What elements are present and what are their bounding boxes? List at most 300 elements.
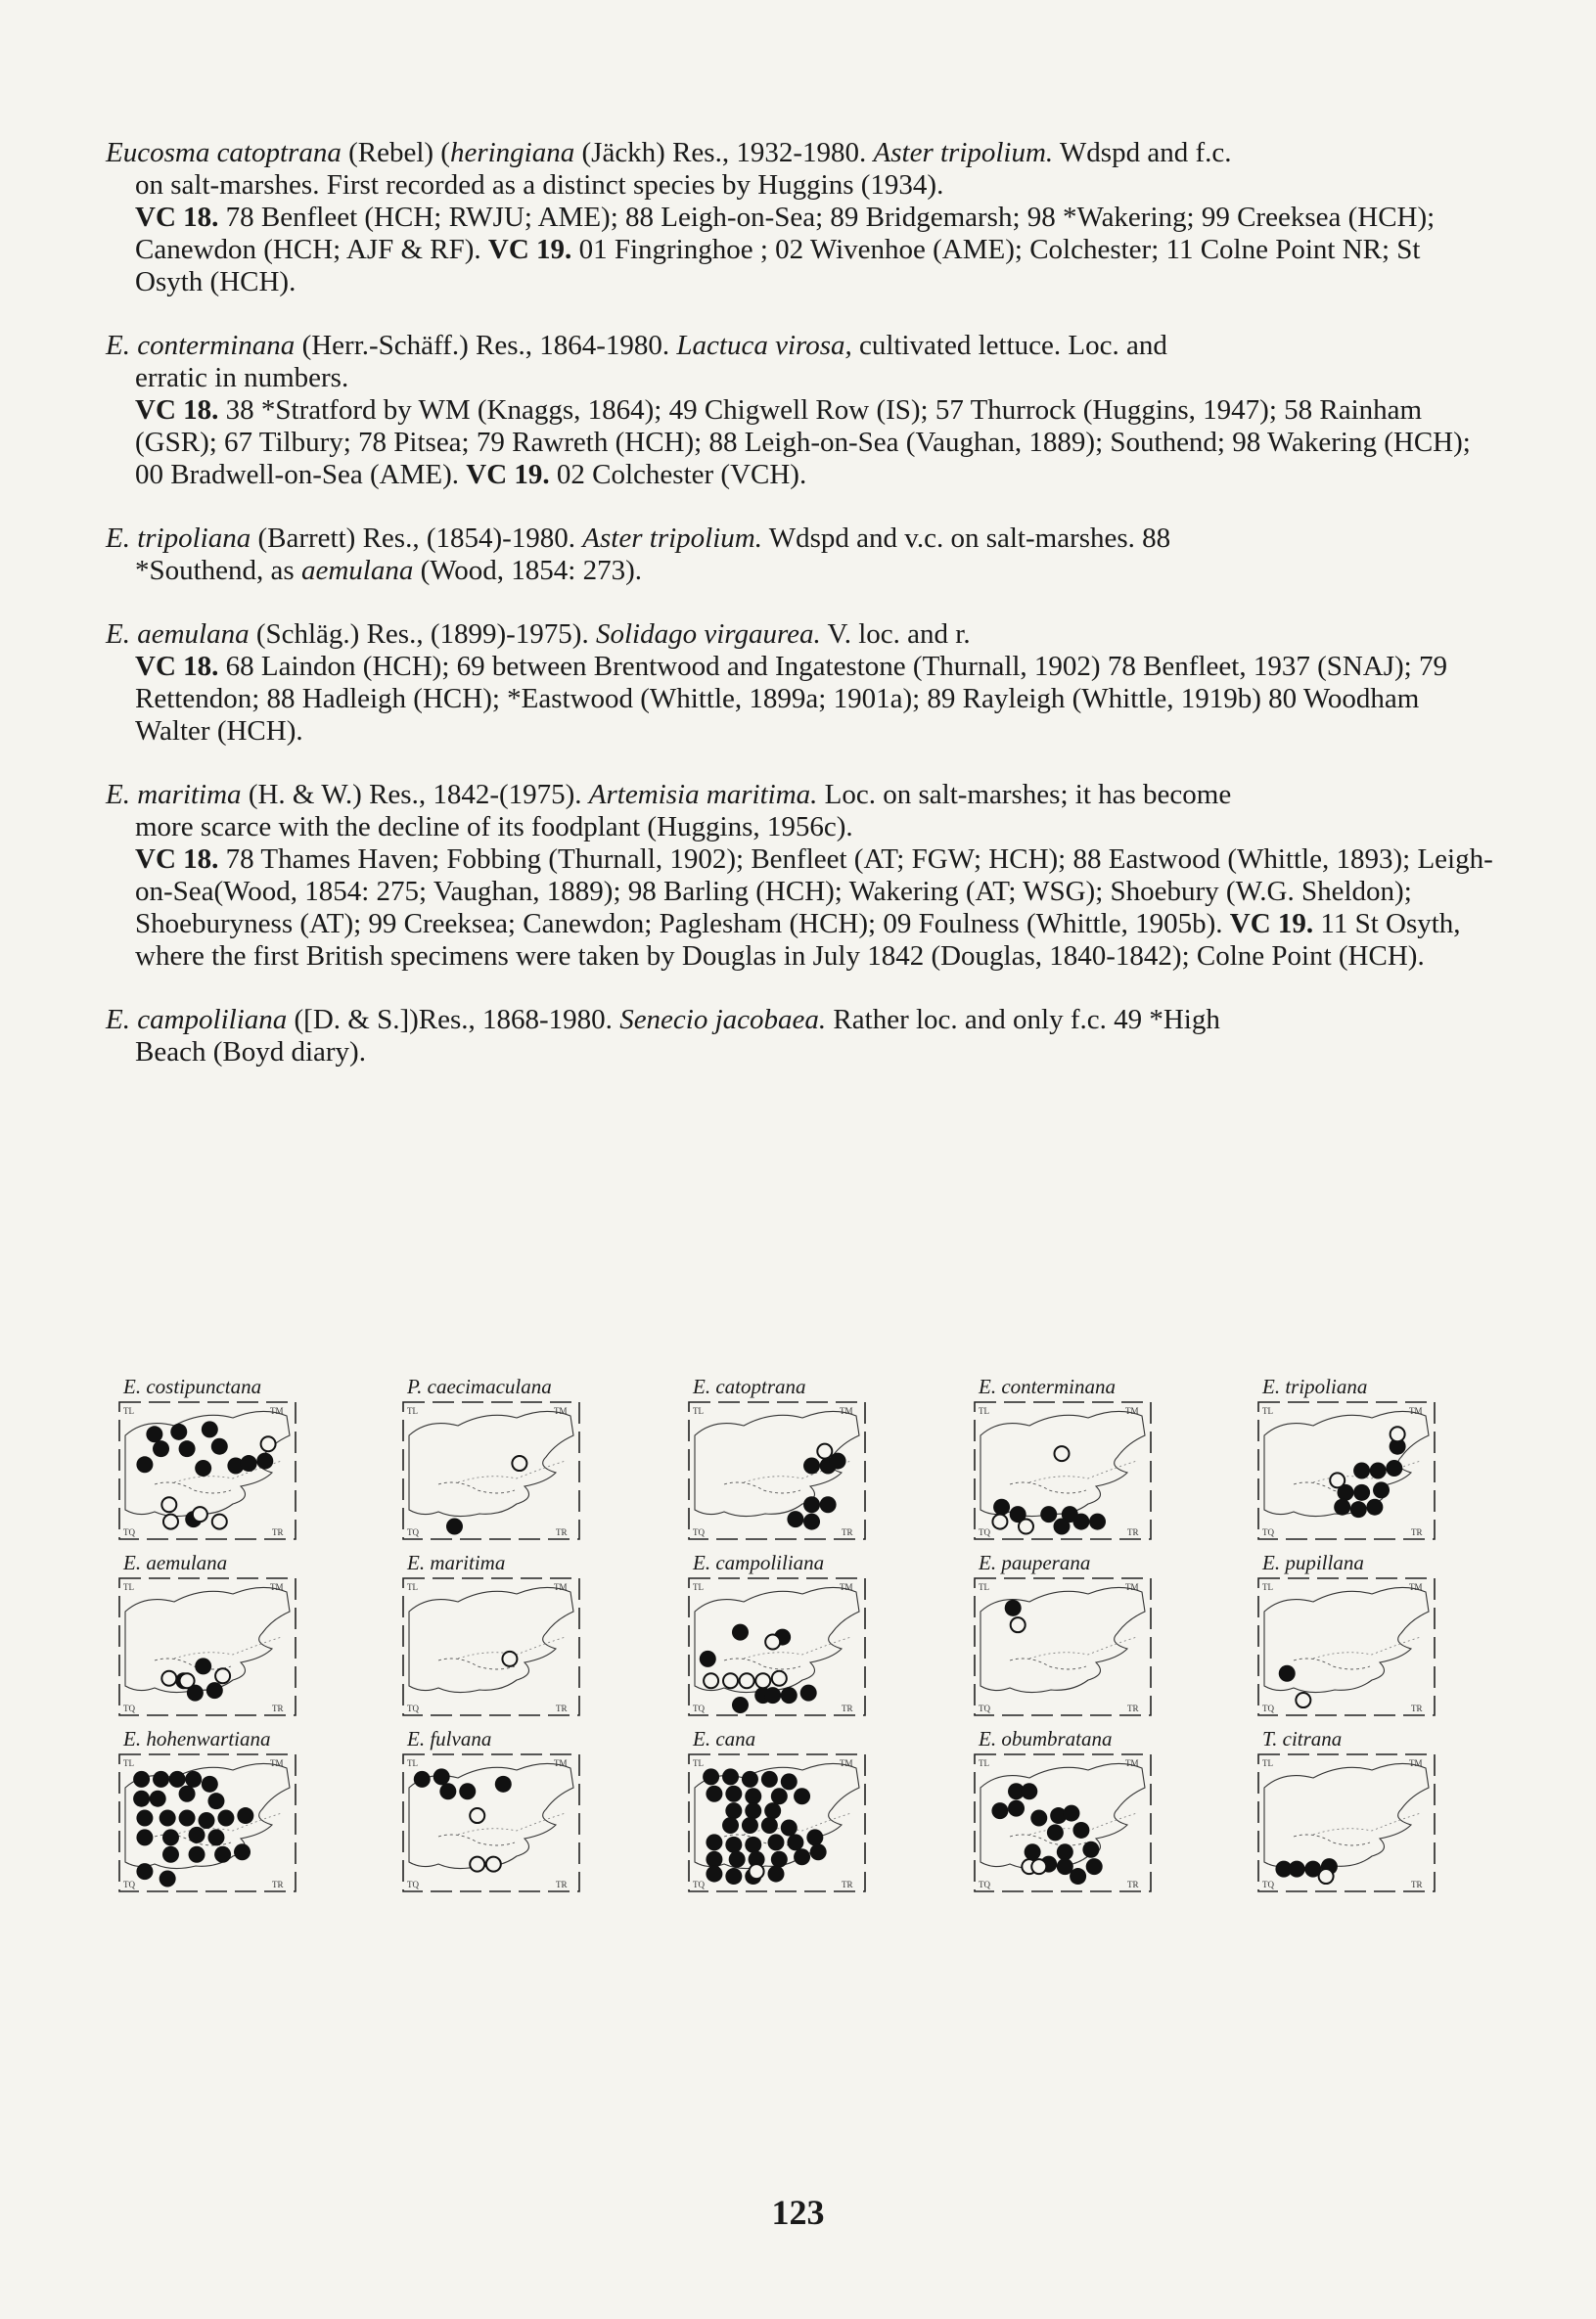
vice-county-records bbox=[106, 843, 1495, 973]
record-dot-open bbox=[212, 1515, 227, 1529]
map-species-label: E. cana bbox=[693, 1727, 756, 1751]
grid-square-label: TL bbox=[123, 1758, 134, 1768]
vice-county-boundary bbox=[1313, 1813, 1421, 1835]
entry-continuation bbox=[106, 555, 1495, 587]
river-line bbox=[724, 1659, 800, 1669]
grid-square-label: TM bbox=[1409, 1758, 1423, 1768]
entry-heading bbox=[106, 1004, 1495, 1036]
record-dot-filled bbox=[1386, 1460, 1402, 1477]
italic-text: heringiana bbox=[449, 137, 575, 168]
grid-square-label: TM bbox=[1125, 1582, 1139, 1592]
bold-text: VC 19. bbox=[487, 234, 572, 265]
record-dot-filled bbox=[170, 1424, 187, 1440]
record-dot-filled bbox=[725, 1837, 742, 1853]
bold-text: VC 19. bbox=[1229, 908, 1314, 939]
grid-square-label: TQ bbox=[123, 1880, 135, 1889]
record-dot-filled bbox=[1040, 1506, 1057, 1523]
grid-square-label: TQ bbox=[979, 1704, 990, 1713]
text-run: Wdspd and f.c. bbox=[1053, 137, 1232, 168]
record-dot-filled bbox=[761, 1817, 778, 1834]
record-dot-filled bbox=[706, 1866, 722, 1883]
grid-square-label: TL bbox=[123, 1582, 134, 1592]
essex-outline-map bbox=[685, 1749, 869, 1895]
record-dot-filled bbox=[706, 1851, 722, 1868]
map-species-label: E. tripoliana bbox=[1262, 1375, 1368, 1398]
record-dot-filled bbox=[764, 1687, 781, 1704]
record-dot-filled bbox=[722, 1817, 739, 1834]
record-dot-filled bbox=[764, 1802, 781, 1819]
record-dot-open bbox=[755, 1673, 770, 1688]
vice-county-boundary bbox=[1313, 1637, 1421, 1659]
entry-heading bbox=[106, 523, 1495, 555]
grid-square-label: TQ bbox=[1262, 1704, 1274, 1713]
italic-text: E. maritima bbox=[106, 779, 242, 810]
bold-text: VC 18. bbox=[135, 394, 219, 426]
map-grid-frame bbox=[689, 1402, 865, 1539]
record-dot-filled bbox=[787, 1834, 803, 1850]
river-line bbox=[1010, 1659, 1086, 1669]
record-dot-filled bbox=[207, 1829, 224, 1845]
record-dot-filled bbox=[1089, 1514, 1106, 1530]
italic-text: E. aemulana bbox=[106, 618, 250, 650]
bold-text: VC 18. bbox=[135, 651, 219, 682]
record-dot-filled bbox=[1072, 1514, 1089, 1530]
record-dot-open bbox=[261, 1436, 276, 1451]
record-dot-filled bbox=[179, 1440, 196, 1457]
italic-text: aemulana bbox=[300, 555, 414, 586]
record-dot-open bbox=[1296, 1693, 1310, 1707]
record-dot-filled bbox=[761, 1771, 778, 1788]
grid-square-label: TQ bbox=[979, 1880, 990, 1889]
vice-county-boundary bbox=[1029, 1637, 1137, 1659]
species-map bbox=[1254, 1727, 1480, 1923]
record-dot-filled bbox=[1279, 1665, 1296, 1682]
text-run: 68 Laindon (HCH); 69 between Brentwood and Ingatestone (Thurnall, 1902) 78 Benfleet, 1937 (SNAJ); 79 Rettendon; 88 Hadleigh (HCH); *Eastwood (Whittle, 1899a; 1901a); 89 Rayleigh (Whittle, 1919b) 80 Woodham Walter (HCH). bbox=[135, 651, 1447, 747]
grid-square-label: TR bbox=[842, 1704, 853, 1713]
record-dot-open bbox=[1055, 1446, 1070, 1461]
record-dot-filled bbox=[771, 1788, 788, 1804]
text-run: 38 *Stratford by WM (Knaggs, 1864); 49 Chigwell Row (IS); 57 Thurrock (Huggins, 1947); 58 Rainham (GSR); 67 Tilbury; 78 Pitsea; 79 Rawreth (HCH); 88 Leigh-on-Sea (Vaughan, 1889); Southend; 98 Wakering (HCH); 00 Bradwell-on-Sea (AME). bbox=[135, 394, 1471, 490]
record-dot-filled bbox=[742, 1771, 758, 1788]
record-dot-filled bbox=[732, 1697, 749, 1713]
record-dot-filled bbox=[439, 1783, 456, 1799]
record-dot-filled bbox=[146, 1426, 162, 1442]
record-dot-filled bbox=[781, 1819, 798, 1836]
county-coastline bbox=[409, 1411, 573, 1516]
essex-outline-map bbox=[971, 1396, 1155, 1543]
record-dot-filled bbox=[195, 1658, 211, 1674]
grid-square-label: TR bbox=[842, 1527, 853, 1537]
map-species-label: E. aemulana bbox=[123, 1551, 228, 1574]
record-dot-filled bbox=[162, 1829, 179, 1845]
grid-square-label: TQ bbox=[979, 1527, 990, 1537]
record-dot-filled bbox=[1025, 1843, 1041, 1860]
record-dot-filled bbox=[179, 1810, 196, 1827]
species-entry bbox=[106, 1004, 1495, 1069]
record-dot-filled bbox=[1030, 1810, 1047, 1827]
record-dot-filled bbox=[725, 1868, 742, 1885]
river-line bbox=[1294, 1835, 1370, 1845]
essex-outline-map bbox=[685, 1396, 869, 1543]
record-dot-open bbox=[772, 1671, 787, 1686]
record-dot-open bbox=[161, 1497, 176, 1512]
county-coastline bbox=[980, 1587, 1145, 1692]
record-dot-open bbox=[1019, 1520, 1033, 1534]
map-grid-frame bbox=[975, 1578, 1151, 1715]
species-map bbox=[1254, 1551, 1480, 1747]
text-run: Wdspd and v.c. on salt-marshes. 88 bbox=[761, 523, 1171, 554]
text-run: Loc. on salt-marshes; it has become bbox=[817, 779, 1232, 810]
map-species-label: T. citrana bbox=[1262, 1727, 1343, 1751]
record-dot-filled bbox=[1008, 1800, 1025, 1817]
species-map bbox=[685, 1551, 910, 1747]
grid-square-label: TR bbox=[556, 1880, 568, 1889]
italic-text: E. campoliliana bbox=[106, 1004, 288, 1035]
text-run: (Wood, 1854: 273). bbox=[413, 555, 643, 586]
record-dot-open bbox=[161, 1671, 176, 1686]
record-dot-filled bbox=[991, 1802, 1008, 1819]
record-dot-filled bbox=[1021, 1783, 1037, 1799]
record-dot-filled bbox=[202, 1776, 218, 1793]
grid-square-label: TR bbox=[1127, 1704, 1139, 1713]
grid-square-label: TQ bbox=[407, 1527, 419, 1537]
text-run: 78 Benfleet (HCH; RWJU; AME); 88 Leigh-on-Sea; 89 Bridgemarsh; 98 *Wakering; 99 Creeksea (HCH); Canewdon (HCH; AJF & RF). bbox=[135, 202, 1436, 265]
river-line bbox=[438, 1482, 515, 1493]
record-dot-open bbox=[502, 1652, 517, 1666]
map-species-label: E. fulvana bbox=[407, 1727, 492, 1751]
grid-square-label: TM bbox=[1409, 1582, 1423, 1592]
grid-square-label: TM bbox=[1409, 1406, 1423, 1416]
entry-heading bbox=[106, 779, 1495, 811]
map-grid-frame bbox=[403, 1578, 579, 1715]
record-dot-filled bbox=[803, 1496, 820, 1513]
record-dot-filled bbox=[133, 1791, 150, 1807]
record-dot-filled bbox=[745, 1788, 761, 1804]
river-line bbox=[1294, 1659, 1370, 1669]
grid-square-label: TR bbox=[1411, 1704, 1423, 1713]
record-dot-filled bbox=[256, 1453, 273, 1470]
entry-continuation: on salt-marshes. First recorded as a distinct species by Huggins (1934). bbox=[135, 169, 944, 201]
text-run: cultivated lettuce. Loc. and bbox=[851, 330, 1167, 361]
italic-text: E. conterminana bbox=[106, 330, 296, 361]
map-species-label: E. maritima bbox=[407, 1551, 506, 1574]
record-dot-filled bbox=[446, 1519, 463, 1535]
record-dot-filled bbox=[206, 1682, 223, 1699]
map-species-label: E. hohenwartiana bbox=[123, 1727, 271, 1751]
record-dot-filled bbox=[768, 1834, 785, 1850]
italic-text: E. tripoliana bbox=[106, 523, 251, 554]
record-dot-filled bbox=[742, 1817, 758, 1834]
record-dot-filled bbox=[700, 1651, 716, 1667]
grid-square-label: TL bbox=[1262, 1582, 1273, 1592]
record-dot-filled bbox=[771, 1851, 788, 1868]
record-dot-filled bbox=[803, 1458, 820, 1475]
record-dot-filled bbox=[745, 1802, 761, 1819]
record-dot-filled bbox=[745, 1837, 761, 1853]
grid-square-label: TL bbox=[1262, 1406, 1273, 1416]
species-map bbox=[971, 1375, 1196, 1570]
record-dot-filled bbox=[768, 1866, 785, 1883]
record-dot-filled bbox=[806, 1829, 823, 1845]
grid-square-label: TQ bbox=[407, 1880, 419, 1889]
grid-square-label: TQ bbox=[1262, 1527, 1274, 1537]
record-dot-filled bbox=[787, 1511, 803, 1527]
record-dot-filled bbox=[706, 1834, 722, 1850]
record-dot-filled bbox=[1005, 1600, 1022, 1616]
vice-county-records bbox=[106, 202, 1495, 298]
species-map bbox=[115, 1727, 341, 1923]
record-dot-filled bbox=[1370, 1463, 1387, 1479]
grid-square-label: TL bbox=[407, 1582, 418, 1592]
text-run: (Rebel) ( bbox=[341, 137, 450, 168]
essex-outline-map bbox=[971, 1572, 1155, 1719]
text-run: *Southend, as bbox=[135, 555, 301, 586]
record-dot-open bbox=[1319, 1869, 1334, 1884]
grid-square-label: TQ bbox=[693, 1704, 705, 1713]
record-dot-open bbox=[723, 1673, 738, 1688]
record-dot-open bbox=[817, 1444, 832, 1459]
record-dot-open bbox=[1391, 1427, 1405, 1441]
essex-outline-map bbox=[115, 1572, 299, 1719]
record-dot-filled bbox=[241, 1455, 257, 1472]
record-dot-open bbox=[750, 1864, 764, 1879]
species-entry bbox=[106, 779, 1495, 973]
record-dot-filled bbox=[160, 1871, 176, 1887]
italic-text: Aster tripolium. bbox=[873, 137, 1054, 168]
essex-outline-map bbox=[399, 1749, 583, 1895]
text-run: (Schläg.) Res., (1899)-1975). bbox=[249, 618, 596, 650]
bold-text: VC 18. bbox=[135, 202, 219, 233]
grid-square-label: TQ bbox=[1262, 1880, 1274, 1889]
county-coastline bbox=[409, 1587, 573, 1692]
record-dot-filled bbox=[211, 1438, 228, 1455]
grid-square-label: TM bbox=[554, 1582, 568, 1592]
bold-text: VC 18. bbox=[135, 843, 219, 875]
essex-outline-map bbox=[399, 1396, 583, 1543]
bold-text: VC 19. bbox=[466, 459, 550, 490]
record-dot-filled bbox=[1054, 1519, 1071, 1535]
species-map bbox=[685, 1375, 910, 1570]
grid-square-label: TM bbox=[1125, 1406, 1139, 1416]
text-run: (Jäckh) Res., 1932-1980. bbox=[574, 137, 874, 168]
record-dot-filled bbox=[781, 1687, 798, 1704]
vice-county-boundary bbox=[1029, 1461, 1137, 1482]
record-dot-filled bbox=[810, 1843, 827, 1860]
grid-square-label: TM bbox=[270, 1582, 284, 1592]
text-run: V. loc. and r. bbox=[820, 618, 971, 650]
record-dot-filled bbox=[459, 1783, 476, 1799]
text-run: ([D. & S.])Res., 1868-1980. bbox=[287, 1004, 620, 1035]
text-block bbox=[106, 137, 1495, 1100]
record-dot-filled bbox=[414, 1771, 431, 1788]
distribution-maps bbox=[115, 1375, 1485, 1903]
text-run: (H. & W.) Res., 1842-(1975). bbox=[241, 779, 589, 810]
record-dot-filled bbox=[1082, 1842, 1099, 1858]
record-dot-open bbox=[992, 1515, 1007, 1529]
species-entry bbox=[106, 523, 1495, 587]
entry-continuation: erratic in numbers. bbox=[135, 362, 349, 393]
record-dot-filled bbox=[1334, 1499, 1350, 1516]
italic-text: Lactuca virosa, bbox=[676, 330, 852, 361]
essex-outline-map bbox=[1254, 1572, 1438, 1719]
record-dot-filled bbox=[153, 1440, 169, 1457]
county-coastline bbox=[1264, 1763, 1429, 1868]
record-dot-filled bbox=[1366, 1499, 1383, 1516]
grid-square-label: TR bbox=[842, 1880, 853, 1889]
species-entry bbox=[106, 330, 1495, 491]
entry-heading bbox=[106, 330, 1495, 362]
grid-square-label: TM bbox=[1125, 1758, 1139, 1768]
record-dot-filled bbox=[1373, 1481, 1390, 1498]
species-map bbox=[971, 1727, 1196, 1923]
essex-outline-map bbox=[1254, 1749, 1438, 1895]
grid-square-label: TL bbox=[123, 1406, 134, 1416]
river-line bbox=[155, 1659, 231, 1669]
vice-county-records bbox=[106, 394, 1495, 491]
record-dot-filled bbox=[202, 1421, 218, 1437]
record-dot-filled bbox=[794, 1788, 810, 1804]
grid-square-label: TR bbox=[272, 1527, 284, 1537]
grid-square-label: TL bbox=[979, 1758, 989, 1768]
vice-county-boundary bbox=[744, 1637, 851, 1659]
species-entry bbox=[106, 618, 1495, 748]
record-dot-filled bbox=[237, 1807, 253, 1824]
river-line bbox=[724, 1482, 800, 1493]
record-dot-filled bbox=[1072, 1822, 1089, 1839]
record-dot-open bbox=[740, 1673, 754, 1688]
record-dot-filled bbox=[207, 1793, 224, 1809]
record-dot-filled bbox=[214, 1846, 231, 1863]
entry-continuation: more scarce with the decline of its foodplant (Huggins, 1956c). bbox=[135, 811, 853, 842]
record-dot-filled bbox=[1350, 1501, 1367, 1518]
grid-square-label: TR bbox=[1411, 1527, 1423, 1537]
record-dot-filled bbox=[153, 1771, 169, 1788]
record-dot-open bbox=[215, 1668, 230, 1683]
grid-square-label: TM bbox=[554, 1758, 568, 1768]
entry-heading bbox=[106, 618, 1495, 651]
species-map bbox=[399, 1375, 624, 1570]
river-line bbox=[438, 1835, 515, 1845]
grid-square-label: TL bbox=[407, 1758, 418, 1768]
entry-continuation: Beach (Boyd diary). bbox=[135, 1036, 366, 1068]
record-dot-filled bbox=[725, 1802, 742, 1819]
map-species-label: E. pupillana bbox=[1262, 1551, 1364, 1574]
record-dot-filled bbox=[1057, 1843, 1073, 1860]
grid-square-label: TL bbox=[1262, 1758, 1273, 1768]
grid-square-label: TR bbox=[1127, 1880, 1139, 1889]
record-dot-filled bbox=[234, 1843, 251, 1860]
record-dot-filled bbox=[794, 1848, 810, 1865]
text-run: 11 St Osyth, where the first British specimens were taken by Douglas in July 1842 (Douglas, 1840-1842); Colne Point (HCH). bbox=[135, 908, 1461, 972]
record-dot-filled bbox=[160, 1810, 176, 1827]
grid-square-label: TL bbox=[979, 1582, 989, 1592]
record-dot-filled bbox=[1070, 1868, 1086, 1885]
grid-square-label: TM bbox=[840, 1758, 853, 1768]
vice-county-boundary bbox=[174, 1637, 282, 1659]
grid-square-label: TQ bbox=[123, 1527, 135, 1537]
text-run: 02 Colchester (VCH). bbox=[549, 459, 807, 490]
record-dot-filled bbox=[495, 1776, 512, 1793]
record-dot-filled bbox=[1289, 1861, 1305, 1878]
record-dot-open bbox=[704, 1673, 718, 1688]
record-dot-filled bbox=[133, 1771, 150, 1788]
text-run: 78 Thames Haven; Fobbing (Thurnall, 1902); Benfleet (AT; FGW; HCH); 88 Eastwood (Whittle, 1893); Leigh-on-Sea(Wood, 1854: 275; Vaughan, 1889); 98 Barling (HCH); Wakering (AT; WSG); Shoebury (W.G. Sheldon); Shoeburyness (AT); 99 Creeksea; Canewdon; Paglesham (HCH); 09 Foulness (Whittle, 1905b). bbox=[135, 843, 1493, 939]
grid-square-label: TL bbox=[693, 1582, 704, 1592]
italic-text: Senecio jacobaea. bbox=[619, 1004, 827, 1035]
record-dot-filled bbox=[162, 1846, 179, 1863]
record-dot-filled bbox=[725, 1786, 742, 1802]
italic-text: Eucosma catoptrana bbox=[106, 137, 342, 168]
record-dot-open bbox=[180, 1673, 195, 1688]
record-dot-filled bbox=[136, 1456, 153, 1473]
record-dot-filled bbox=[195, 1460, 211, 1477]
record-dot-filled bbox=[433, 1768, 450, 1785]
record-dot-filled bbox=[1353, 1463, 1370, 1479]
species-map bbox=[399, 1727, 624, 1923]
record-dot-filled bbox=[217, 1810, 234, 1827]
entry-heading bbox=[106, 137, 1495, 169]
map-species-label: E. costipunctana bbox=[123, 1375, 262, 1398]
map-grid-frame bbox=[1258, 1402, 1435, 1539]
record-dot-filled bbox=[169, 1771, 186, 1788]
map-species-label: P. caecimaculana bbox=[407, 1375, 552, 1398]
grid-square-label: TM bbox=[840, 1406, 853, 1416]
species-map bbox=[1254, 1375, 1480, 1570]
italic-text: Aster tripolium. bbox=[582, 523, 762, 554]
grid-square-label: TM bbox=[270, 1406, 284, 1416]
record-dot-filled bbox=[729, 1851, 746, 1868]
species-map bbox=[115, 1551, 341, 1747]
map-grid-frame bbox=[403, 1402, 579, 1539]
record-dot-filled bbox=[706, 1786, 722, 1802]
grid-square-label: TQ bbox=[693, 1880, 705, 1889]
record-dot-open bbox=[1031, 1859, 1046, 1874]
vice-county-boundary bbox=[744, 1813, 851, 1835]
record-dot-filled bbox=[1047, 1824, 1064, 1841]
record-dot-filled bbox=[150, 1791, 166, 1807]
map-species-label: E. conterminana bbox=[979, 1375, 1116, 1398]
record-dot-filled bbox=[703, 1768, 719, 1785]
essex-outline-map bbox=[115, 1396, 299, 1543]
record-dot-open bbox=[470, 1808, 484, 1823]
map-species-label: E. pauperana bbox=[979, 1551, 1091, 1574]
essex-outline-map bbox=[1254, 1396, 1438, 1543]
record-dot-filled bbox=[993, 1499, 1010, 1516]
text-run: 01 Fingringhoe ; 02 Wivenhoe (AME); Colchester; 11 Colne Point NR; St Osyth (HCH). bbox=[135, 234, 1421, 297]
record-dot-filled bbox=[820, 1496, 837, 1513]
river-line bbox=[1010, 1482, 1086, 1493]
grid-square-label: TQ bbox=[407, 1704, 419, 1713]
record-dot-filled bbox=[199, 1812, 215, 1829]
county-coastline bbox=[125, 1587, 290, 1692]
record-dot-open bbox=[486, 1857, 501, 1872]
grid-square-label: TL bbox=[693, 1758, 704, 1768]
italic-text: Solidago virgaurea. bbox=[595, 618, 821, 650]
record-dot-filled bbox=[189, 1827, 205, 1843]
map-species-label: E. campoliliana bbox=[693, 1551, 825, 1574]
record-dot-filled bbox=[800, 1685, 817, 1702]
grid-square-label: TL bbox=[693, 1406, 704, 1416]
record-dot-filled bbox=[732, 1624, 749, 1641]
record-dot-open bbox=[512, 1456, 526, 1471]
grid-square-label: TM bbox=[554, 1406, 568, 1416]
record-dot-open bbox=[193, 1507, 207, 1522]
record-dot-filled bbox=[781, 1773, 798, 1790]
grid-square-label: TQ bbox=[123, 1704, 135, 1713]
grid-square-label: TR bbox=[556, 1527, 568, 1537]
species-map bbox=[399, 1551, 624, 1747]
record-dot-filled bbox=[803, 1514, 820, 1530]
